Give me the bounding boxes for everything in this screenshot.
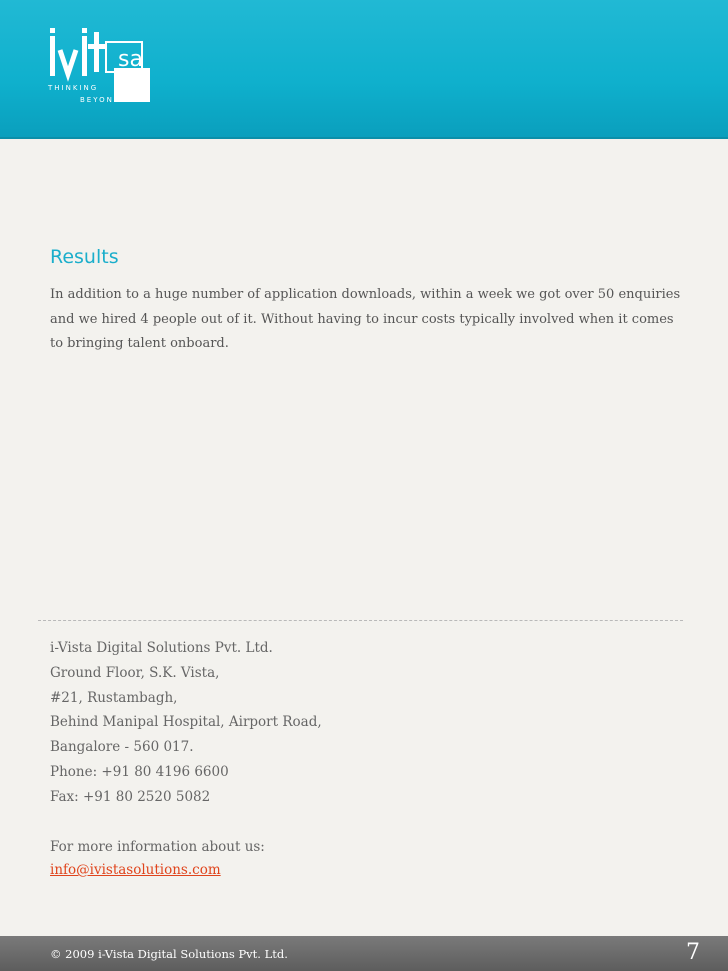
address-line-2: #21, Rustambagh, xyxy=(50,689,178,706)
info-label: For more information about us: xyxy=(50,839,265,855)
ivista-logo xyxy=(46,28,156,108)
address-line-3: Behind Manipal Hospital, Airport Road, xyxy=(50,714,322,731)
copyright-text: © 2009 i-Vista Digital Solutions Pvt. Ltd. xyxy=(50,947,288,961)
address-fax: Fax: +91 80 2520 5082 xyxy=(50,788,211,805)
logo-tagline-thinking: THINKING xyxy=(48,84,99,92)
address-company-name: i-Vista Digital Solutions Pvt. Ltd. xyxy=(50,640,273,656)
footer-bar xyxy=(0,936,728,971)
company-address xyxy=(50,636,322,810)
email-link[interactable]: info@ivistasolutions.com xyxy=(50,862,221,878)
results-body: In addition to a huge number of application downloads, within a week we got over 50 enquiries and we hired 4 people out of it. Without having to incur costs typically involved when it comes to bringing talent onboard. xyxy=(50,287,681,351)
header-banner xyxy=(0,0,728,139)
dashed-divider xyxy=(38,620,683,621)
logo-tagline-beyond: BEYOND xyxy=(80,96,122,104)
address-phone: Phone: +91 80 4196 6600 xyxy=(50,763,229,780)
svg-text:sa: sa xyxy=(118,47,143,72)
address-city: Bangalore - 560 017. xyxy=(50,739,194,756)
address-line-1: Ground Floor, S.K. Vista, xyxy=(50,664,220,681)
page-number: 7 xyxy=(686,940,700,965)
results-title: Results xyxy=(50,246,119,268)
